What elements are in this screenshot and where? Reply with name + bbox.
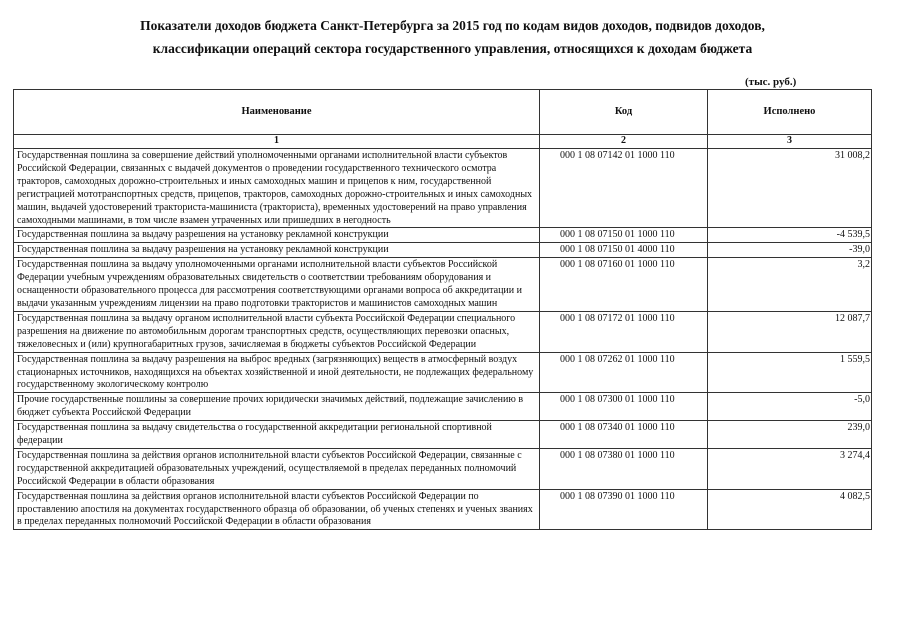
row-name: Государственная пошлина за действия органов исполнительной власти субъектов Российской Федерации, связанные с государственной аккредитацией образовательных учреждений, осуществляемой в пределах переданных полномочий Российской Федерации в области образования xyxy=(14,448,540,489)
header-name: Наименование xyxy=(14,90,540,135)
row-code: 000 1 08 07150 01 4000 110 xyxy=(540,243,708,258)
row-value: 12 087,7 xyxy=(708,311,872,352)
table-row xyxy=(14,448,872,489)
row-value: 4 082,5 xyxy=(708,489,872,530)
document-title xyxy=(0,14,905,60)
table-row xyxy=(14,352,872,393)
table-row xyxy=(14,228,872,243)
row-value: -5,0 xyxy=(708,393,872,421)
row-name: Государственная пошлина за выдачу органом исполнительной власти субъекта Российской Федерации специального разрешения на движение по автомобильным дорогам транспортных средств, осуществляющих перевозки опасных, тяжеловесных и (или) крупногабаритных грузов, зачисляемая в бюджеты субъектов Российской Федерации xyxy=(14,311,540,352)
row-name: Государственная пошлина за совершение действий уполномоченными органами исполнительной власти субъектов Российской Федерации, связанных с выдачей документов о проведении государственного технического осмотра тракторов, самоходных дорожно-строительных и иных самоходных машин и прицепов к ним, государственной регистрацией мототранспортных средств, прицепов, тракторов, самоходных дорожно-строительных и иных самоходных машин, выдачей удостоверений тракториста-машиниста (тракториста), временных удостоверений на право управления самоходными машинами, в том числе взамен утраченных или пришедших в негодность xyxy=(14,149,540,228)
column-number: 1 xyxy=(14,135,540,149)
table-row xyxy=(14,393,872,421)
row-value: 3,2 xyxy=(708,258,872,312)
row-value: 3 274,4 xyxy=(708,448,872,489)
row-code: 000 1 08 07262 01 1000 110 xyxy=(540,352,708,393)
row-code: 000 1 08 07380 01 1000 110 xyxy=(540,448,708,489)
title-line-2: классификации операций сектора государственного управления, относящихся к доходам бюджета xyxy=(152,41,753,56)
row-value: -39,0 xyxy=(708,243,872,258)
row-value: -4 539,5 xyxy=(708,228,872,243)
row-code: 000 1 08 07390 01 1000 110 xyxy=(540,489,708,530)
row-code: 000 1 08 07160 01 1000 110 xyxy=(540,258,708,312)
table-row xyxy=(14,421,872,449)
table-row xyxy=(14,258,872,312)
row-code: 000 1 08 07340 01 1000 110 xyxy=(540,421,708,449)
row-code: 000 1 08 07142 01 1000 110 xyxy=(540,149,708,228)
column-number-row xyxy=(14,135,872,149)
row-name: Государственная пошлина за выдачу разрешения на установку рекламной конструкции xyxy=(14,243,540,258)
column-number: 2 xyxy=(540,135,708,149)
header-code: Код xyxy=(540,90,708,135)
row-name: Государственная пошлина за действия органов исполнительной власти субъектов Российской Федерации по проставлению апостиля на документах государственного образца об образовании, об ученых степенях и ученых званиях в пределах переданных полномочий Российской Федерации в области образования xyxy=(14,489,540,530)
row-name: Государственная пошлина за выдачу свидетельства о государственной аккредитации региональной спортивной федерации xyxy=(14,421,540,449)
table-row xyxy=(14,243,872,258)
revenue-table xyxy=(13,89,872,530)
row-name: Прочие государственные пошлины за совершение прочих юридически значимых действий, подлежащие зачислению в бюджет субъекта Российской Федерации xyxy=(14,393,540,421)
units-label: (тыс. руб.) xyxy=(745,76,797,88)
row-code: 000 1 08 07172 01 1000 110 xyxy=(540,311,708,352)
row-value: 239,0 xyxy=(708,421,872,449)
row-value: 31 008,2 xyxy=(708,149,872,228)
row-name: Государственная пошлина за выдачу разрешения на установку рекламной конструкции xyxy=(14,228,540,243)
row-value: 1 559,5 xyxy=(708,352,872,393)
row-code: 000 1 08 07150 01 1000 110 xyxy=(540,228,708,243)
column-number: 3 xyxy=(708,135,872,149)
table-row xyxy=(14,149,872,228)
title-line-1: Показатели доходов бюджета Санкт-Петербурга за 2015 год по кодам видов доходов, подвидов доходов, xyxy=(140,18,765,33)
row-name: Государственная пошлина за выдачу разрешения на выброс вредных (загрязняющих) веществ в атмосферный воздух стационарных источников, находящихся на объектах хозяйственной и иной деятельности, не подлежащих федеральному государственному экологическому контролю xyxy=(14,352,540,393)
table-row xyxy=(14,489,872,530)
header-row xyxy=(14,90,872,135)
row-name: Государственная пошлина за выдачу уполномоченными органами исполнительной власти субъектов Российской Федерации учебным учреждениям образовательных свидетельств о соответствии требованиям оборудования и оснащенности образовательного процесса для рассмотрения соответствующими органами вопроса об аккредитации и выдачи указанным учреждениям лицензии на право подготовки трактористов и машинистов самоходных машин xyxy=(14,258,540,312)
header-executed: Исполнено xyxy=(708,90,872,135)
table-row xyxy=(14,311,872,352)
row-code: 000 1 08 07300 01 1000 110 xyxy=(540,393,708,421)
